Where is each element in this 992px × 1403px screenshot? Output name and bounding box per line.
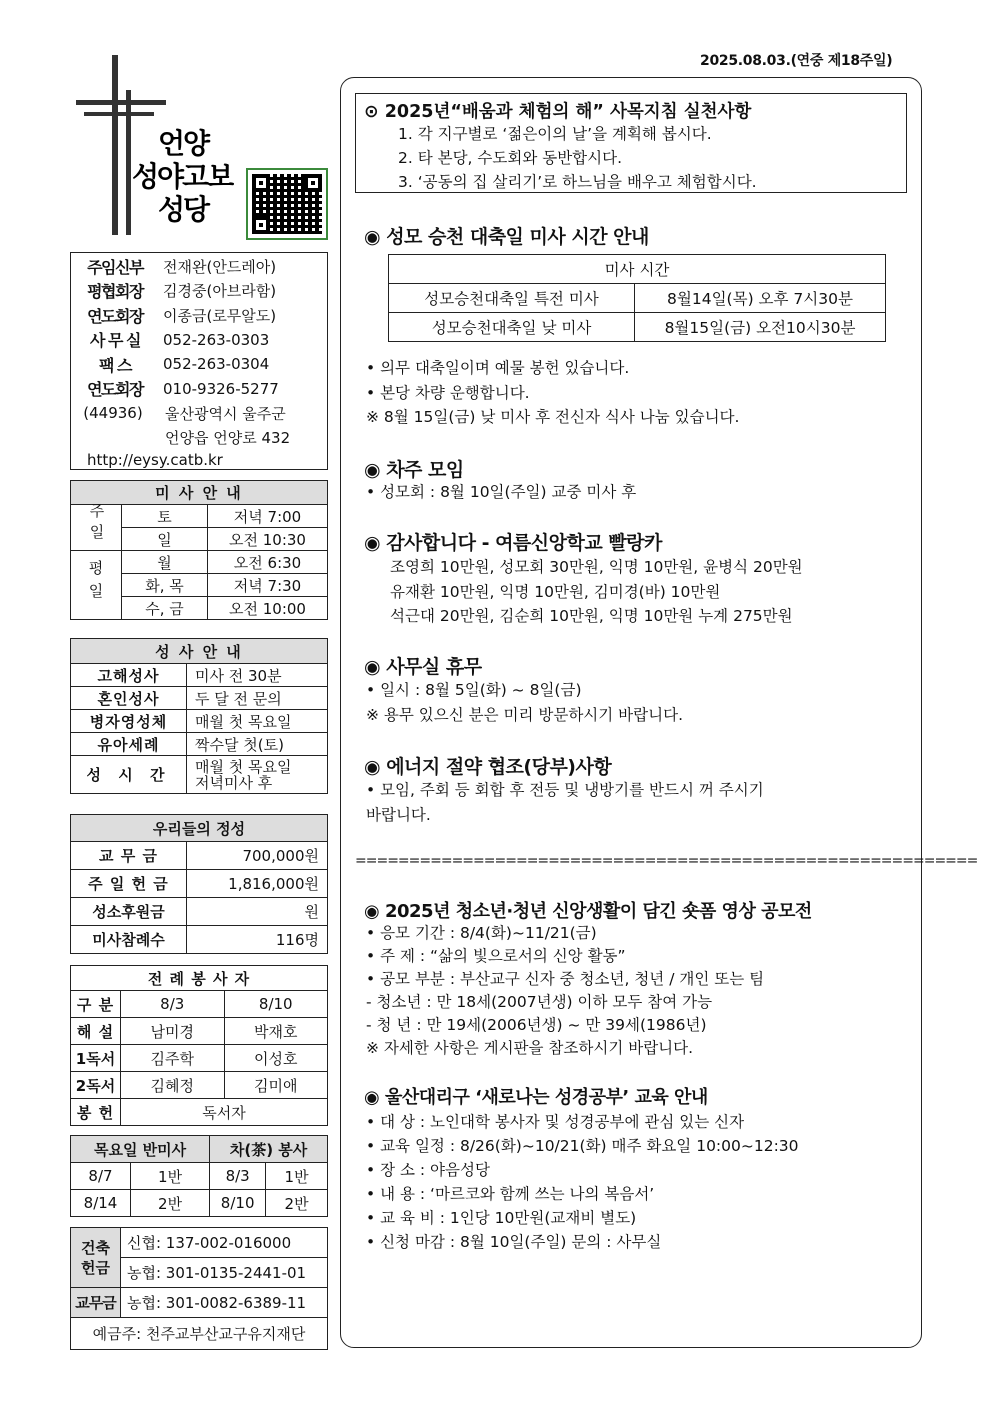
sacrament-name: 고해성사 bbox=[71, 664, 187, 687]
contact-box bbox=[70, 252, 328, 470]
mass-name: 성모승천대축일 특전 미사 bbox=[389, 284, 635, 313]
bible-study-title: ◉ 울산대리구 ‘새로나는 성경공부’ 교육 안내 bbox=[364, 1087, 708, 1108]
notice-line: - 청 년 : 만 19세(2006년생) ~ 만 39세(1986년) bbox=[366, 1016, 707, 1034]
address-line-2: 언양읍 언양로 432 bbox=[165, 428, 291, 447]
thursday-group: 2반 bbox=[131, 1190, 210, 1217]
mass-time: 오전 10:30 bbox=[208, 528, 328, 551]
goal-item: 3. ‘공동의 집 살리기’로 하느님을 배우고 체험합시다. bbox=[398, 173, 757, 191]
sacrament-name: 유아세례 bbox=[71, 733, 187, 756]
notice-line: • 대 상 : 노인대학 봉사자 및 성경공부에 관심 있는 신자 bbox=[366, 1113, 745, 1131]
building-account-1: 신협: 137-002-016000 bbox=[121, 1228, 328, 1258]
tea-group: 2반 bbox=[266, 1190, 328, 1217]
bulletin-date: 2025.08.03.(연중 제18주일) bbox=[700, 53, 893, 69]
weekday-label: 평일 bbox=[71, 551, 122, 620]
donation-line: 유재환 10만원, 익명 10만원, 김미경(바) 10만원 bbox=[390, 582, 721, 601]
logo-line-2: 성야고보 bbox=[132, 160, 233, 193]
mass-day: 월 bbox=[122, 551, 208, 574]
mass-time: 저녁 7:00 bbox=[208, 505, 328, 528]
sacrament-value: 매월 첫 목요일 bbox=[187, 710, 328, 733]
mass-guide-table bbox=[70, 480, 328, 620]
server-name: 이성호 bbox=[224, 1045, 328, 1072]
contact-label: 연도회장 bbox=[87, 380, 143, 400]
sunday-label: 주일 bbox=[71, 505, 122, 551]
notice-line: 바랍니다. bbox=[366, 805, 431, 824]
contact-row bbox=[71, 377, 327, 402]
mass-day: 일 bbox=[122, 528, 208, 551]
servers-title: 전 례 봉 사 자 bbox=[71, 966, 328, 991]
notice-line: • 교육 일정 : 8/26(화)~10/21(화) 매주 화요일 10:00~12:30 bbox=[366, 1137, 799, 1155]
notice-line: • 성모회 : 8월 10일(주일) 교중 미사 후 bbox=[366, 483, 637, 501]
sacrament-name: 병자영성체 bbox=[71, 710, 187, 733]
servers-role: 2독서 bbox=[71, 1072, 121, 1099]
donation-line: 석근대 20만원, 김순희 10만원, 익명 10만원 누계 275만원 bbox=[390, 607, 793, 625]
sacrament-name: 성 시 간 bbox=[71, 756, 187, 794]
servers-date: 8/10 bbox=[224, 991, 328, 1018]
sacrament-value: 매월 첫 목요일 저녁미사 후 bbox=[187, 756, 328, 794]
notice-line: • 교 육 비 : 1인당 10만원(교재비 별도) bbox=[366, 1209, 637, 1227]
server-name: 박재호 bbox=[224, 1018, 328, 1045]
servers-table bbox=[70, 965, 328, 1126]
building-fund-label: 건축헌금 bbox=[71, 1228, 121, 1288]
contact-value: 052-263-0303 bbox=[163, 330, 270, 349]
account-holder: 예금주: 천주교부산교구유지재단 bbox=[71, 1318, 328, 1350]
thursday-date: 8/7 bbox=[71, 1163, 131, 1190]
bank-table bbox=[70, 1227, 328, 1350]
sacrament-table bbox=[70, 638, 328, 794]
server-name: 김주학 bbox=[121, 1045, 225, 1072]
contact-label: 평협회장 bbox=[87, 282, 143, 302]
servers-role: 봉 헌 bbox=[71, 1099, 121, 1126]
notice-line: ※ 용무 있으신 분은 미리 방문하시기 바랍니다. bbox=[366, 705, 683, 724]
gyomu-account: 농협: 301-0082-6389-11 bbox=[121, 1288, 328, 1318]
server-name: 김혜정 bbox=[121, 1072, 225, 1099]
mass-time: 저녁 7:30 bbox=[208, 574, 328, 597]
goal-item: 1. 각 지구별로 ‘젊은이의 날’을 계획해 봅시다. bbox=[398, 125, 712, 143]
server-name: 남미경 bbox=[121, 1018, 225, 1045]
servers-role: 1독서 bbox=[71, 1045, 121, 1072]
thursday-title: 목요일 반미사 bbox=[71, 1136, 210, 1163]
logo-line-3: 성당 bbox=[158, 193, 209, 226]
sacrament-value: 두 달 전 문의 bbox=[187, 687, 328, 710]
website-link[interactable]: http://eysy.catb.kr bbox=[87, 451, 223, 469]
servers-role: 해 설 bbox=[71, 1018, 121, 1045]
mass-table-head: 미사 시간 bbox=[389, 255, 886, 284]
offering-value: 1,816,000원 bbox=[187, 870, 328, 898]
notice-line: ※ 8월 15일(금) 낮 미사 후 전신자 식사 나눔 있습니다. bbox=[366, 408, 740, 426]
cross-icon bbox=[112, 55, 118, 235]
contact-row bbox=[71, 279, 327, 304]
contact-row bbox=[71, 303, 327, 328]
offering-name: 성소후원금 bbox=[71, 898, 187, 926]
offering-name: 주 일 헌 금 bbox=[71, 870, 187, 898]
tea-date: 8/3 bbox=[210, 1163, 266, 1190]
offering-value: 116명 bbox=[187, 926, 328, 954]
mass-name: 성모승천대축일 낮 미사 bbox=[389, 313, 635, 342]
servers-head-label: 구 분 bbox=[71, 991, 121, 1018]
notice-line: • 장 소 : 야음성당 bbox=[366, 1161, 490, 1179]
contact-value: 이종금(로무알도) bbox=[163, 306, 277, 325]
notice-line: • 신청 마감 : 8월 10일(주일) 문의 : 사무실 bbox=[366, 1233, 662, 1251]
notice-line: • 일시 : 8월 5일(화) ~ 8일(금) bbox=[366, 681, 582, 699]
energy-saving-title: ◉ 에너지 절약 협조(당부)사항 bbox=[364, 756, 612, 778]
offering-name: 교 무 금 bbox=[71, 842, 187, 870]
qr-code-icon[interactable] bbox=[246, 168, 328, 240]
offering-value: 700,000원 bbox=[187, 842, 328, 870]
goal-item: 2. 타 본당, 수도회와 동반합시다. bbox=[398, 149, 623, 167]
contact-value: 김경중(아브라함) bbox=[163, 282, 277, 301]
contact-row bbox=[71, 254, 327, 279]
notice-line: • 공모 부분 : 부산교구 신자 중 청소년, 청년 / 개인 또는 팀 bbox=[366, 970, 765, 988]
notice-line: - 청소년 : 만 18세(2007년생) 이하 모두 참여 가능 bbox=[366, 993, 713, 1011]
gyomu-label: 교무금 bbox=[71, 1288, 121, 1318]
zip-code: (44936) bbox=[83, 404, 143, 422]
server-name: 독서자 bbox=[121, 1099, 328, 1126]
contact-label: 연도회장 bbox=[87, 306, 143, 326]
section-separator: ========================================================== bbox=[355, 853, 978, 869]
contact-label: 사 무 실 bbox=[89, 331, 140, 351]
tea-title: 차(茶) 봉사 bbox=[210, 1136, 328, 1163]
shortform-contest-title: ◉ 2025년 청소년·청년 신앙생활이 담긴 숏폼 영상 공모전 bbox=[364, 901, 812, 922]
mass-time: 오전 6:30 bbox=[208, 551, 328, 574]
next-week-meeting-title: ◉ 차주 모임 bbox=[364, 459, 464, 481]
contact-row bbox=[71, 352, 327, 377]
mass-day: 토 bbox=[122, 505, 208, 528]
notice-line: • 모임, 주회 등 회합 후 전등 및 냉방기를 반드시 꺼 주시기 bbox=[366, 781, 764, 799]
notice-line: • 의무 대축일이며 예물 봉헌 있습니다. bbox=[366, 359, 630, 377]
building-account-2: 농협: 301-0135-2441-01 bbox=[121, 1258, 328, 1288]
offering-name: 미사참례수 bbox=[71, 926, 187, 954]
assumption-mass-title: ◉ 성모 승천 대축일 미사 시간 안내 bbox=[364, 226, 649, 248]
offering-value: 원 bbox=[187, 898, 328, 926]
mass-time: 오전 10:00 bbox=[208, 597, 328, 620]
mass-guide-title: 미 사 안 내 bbox=[71, 481, 328, 505]
servers-date: 8/3 bbox=[121, 991, 225, 1018]
tea-group: 1반 bbox=[266, 1163, 328, 1190]
sacrament-value: 짝수달 첫(토) bbox=[187, 733, 328, 756]
mass-day: 수, 금 bbox=[122, 597, 208, 620]
contact-label: 주임신부 bbox=[87, 257, 143, 277]
thursday-date: 8/14 bbox=[71, 1190, 131, 1217]
contact-value: 052-263-0304 bbox=[163, 355, 270, 374]
offering-table bbox=[70, 814, 328, 954]
notice-line: ※ 자세한 사항은 게시판을 참조하시기 바랍니다. bbox=[366, 1039, 694, 1057]
thursday-table bbox=[70, 1135, 328, 1217]
logo-line-1: 언양 bbox=[158, 127, 209, 160]
contact-label: 팩 스 bbox=[99, 355, 131, 375]
office-closed-title: ◉ 사무실 휴무 bbox=[364, 656, 482, 678]
contact-value: 전재완(안드레아) bbox=[163, 257, 277, 276]
server-name: 김미애 bbox=[224, 1072, 328, 1099]
thanks-title: ◉ 감사합니다 - 여름신앙학교 빨랑카 bbox=[364, 532, 662, 554]
contact-value: 010-9326-5277 bbox=[163, 379, 279, 398]
notice-line: • 본당 차량 운행합니다. bbox=[366, 383, 530, 402]
pastoral-goal-title: ⊙ 2025년“배움과 체험의 해” 사목지침 실천사항 bbox=[364, 102, 752, 122]
mass-time: 8월14일(목) 오후 7시30분 bbox=[635, 284, 886, 313]
thursday-group: 1반 bbox=[131, 1163, 210, 1190]
notice-line: • 내 용 : ‘마르코와 함께 쓰는 나의 복음서’ bbox=[366, 1185, 655, 1203]
contact-row bbox=[71, 328, 327, 353]
mass-day: 화, 목 bbox=[122, 574, 208, 597]
pastoral-goal-box bbox=[355, 93, 907, 193]
offering-title: 우리들의 정성 bbox=[71, 815, 328, 842]
cross-bar bbox=[76, 100, 166, 105]
address-line-1: 울산광역시 울주군 bbox=[165, 404, 286, 423]
tea-date: 8/10 bbox=[210, 1190, 266, 1217]
notice-line: • 주 제 : “삶의 빛으로서의 신앙 활동” bbox=[366, 947, 626, 965]
sacrament-value: 미사 전 30분 bbox=[187, 664, 328, 687]
notice-line: • 응모 기간 : 8/4(화)~11/21(금) bbox=[366, 924, 597, 942]
mass-time: 8월15일(금) 오전10시30분 bbox=[635, 313, 886, 342]
sacrament-name: 혼인성사 bbox=[71, 687, 187, 710]
cross-bar-2 bbox=[84, 112, 154, 116]
donation-line: 조영희 10만원, 성모회 30만원, 익명 10만원, 윤병식 20만원 bbox=[390, 558, 803, 576]
sacrament-title: 성 사 안 내 bbox=[71, 639, 328, 664]
assumption-mass-table bbox=[388, 254, 886, 342]
